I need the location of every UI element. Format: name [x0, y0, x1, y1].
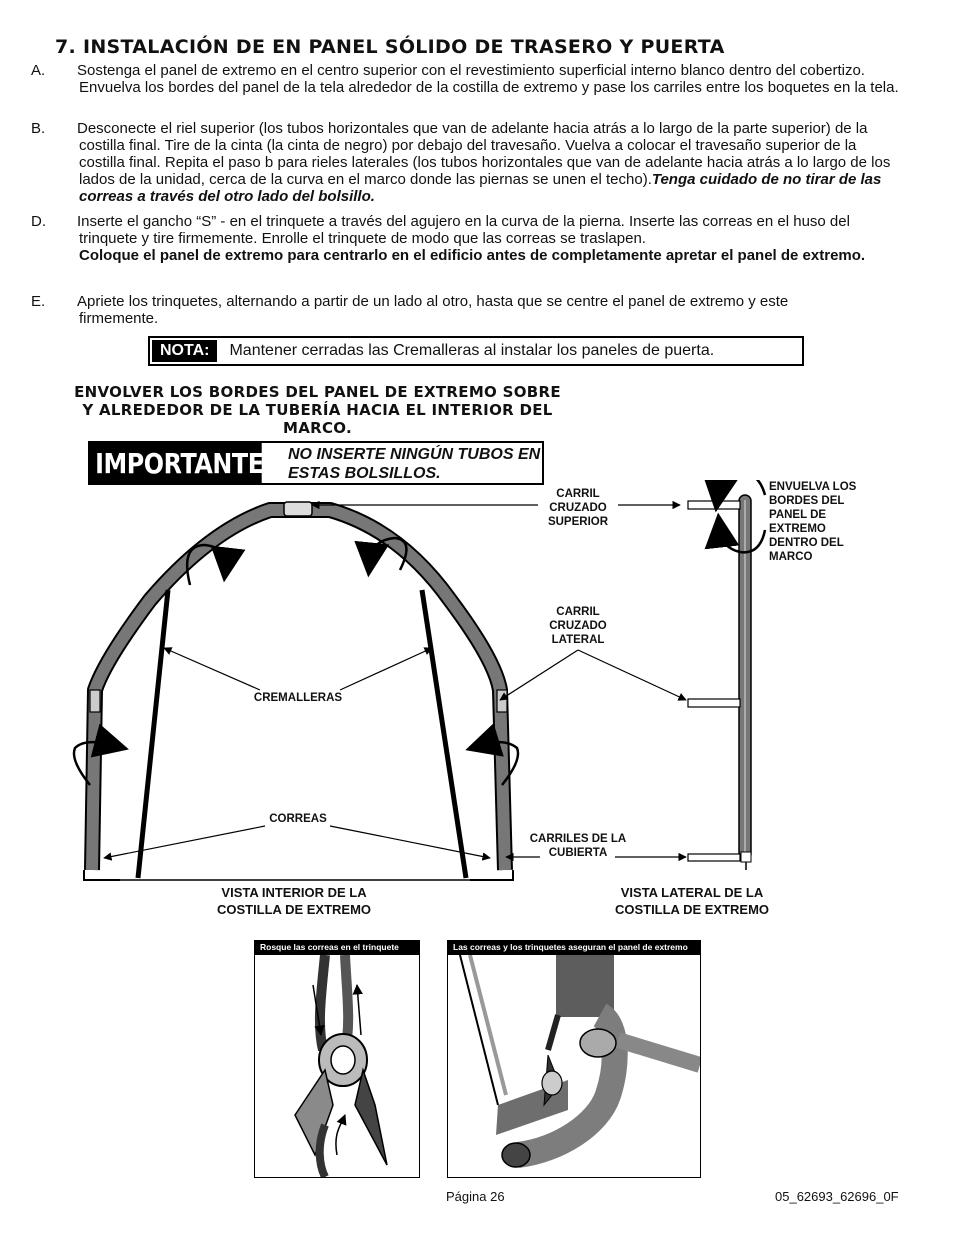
installed-illustration [448, 955, 700, 1177]
label-cremalleras: CREMALLERAS [253, 692, 343, 704]
photo-left-caption: Rosque las correas en el trinquete [254, 940, 420, 954]
left-zipper-line [138, 590, 168, 878]
caption-interior-view: VISTA INTERIOR DE LA COSTILLA DE EXTREMO [216, 885, 372, 917]
step-b-label: B. [31, 120, 46, 137]
nota-box [148, 336, 804, 366]
step-b-text: Desconecte el riel superior (los tubos horizontales que van de adelante hacia atrás a lo largo de la parte superior) de la costilla final. Tire de la cinta (la cinta de negro) por debajo del travesaño. Vuelva a colocar el travesaño superior de la costilla final. Repita el paso b para rieles laterales (los tubos horizontales que van de adelante hacia atrás a lo largo de los lados de la unidad, cerca de la curva en el marco donde las piernas se unen el techo). [77, 120, 891, 188]
step-b-emphasis: Tenga cuidado de no tirar de las correas a través del otro lado del bolsillo. [79, 171, 882, 205]
right-zipper-line [422, 590, 466, 878]
wrap-arrow-side-top [718, 480, 765, 495]
step-e-label: E. [31, 293, 46, 310]
ratchet-illustration [255, 955, 419, 1177]
photo-ratchet-threading [254, 940, 420, 1178]
label-envuelva: ENVUELVA LOS BORDES DEL PANEL DE EXTREMO DENTRO DEL MARCO [769, 481, 857, 563]
section-title: 7. INSTALACIÓN DE EN PANEL SÓLIDO DE TRASERO Y PUERTA [55, 36, 725, 58]
label-correas: CORREAS [269, 813, 327, 825]
step-d-emphasis: Coloque el panel de extremo para centrarlo en el edificio antes de completamente apretar el panel de extremo. [79, 247, 866, 264]
photo-right-caption: Las correas y los trinquetes aseguran el panel de extremo [447, 940, 701, 954]
step-a-label: A. [31, 62, 46, 79]
nota-text: Mantener cerradas las Cremalleras al instalar los paneles de puerta. [229, 342, 715, 359]
nota-label: NOTA: [152, 340, 217, 362]
importante-box [88, 441, 544, 485]
photo-ratchet-installed [447, 940, 701, 1178]
step-e-text: Apriete los trinquetes, alternando a partir de un lado al otro, hasta que se centre el panel de extremo y este firmemente. [77, 293, 789, 327]
caption-lateral-view: VISTA LATERAL DE LA COSTILLA DE EXTREMO [614, 885, 770, 917]
footer-doc-id: 05_62693_62696_0F [775, 1189, 899, 1204]
step-d-text: Inserte el gancho “S” - en el trinquete a través del agujero en la curva de la pierna. Inserte las correas en el huso del trinquete y tire firmemente. Enrolle el trinquete de modo que las correas se traslapen. [77, 213, 850, 247]
importante-text: NO INSERTE NINGÚN TUBOS EN ESTAS BOLSILLOS. [288, 446, 541, 482]
label-carriles-cubierta: CARRILES DE LA CUBIERTA [529, 833, 627, 859]
step-a [31, 62, 900, 96]
label-carril-superior: CARRIL CRUZADO SUPERIOR [547, 488, 609, 528]
step-a-text: Sostenga el panel de extremo en el centro superior con el revestimiento superficial interno blanco dentro del cobertizo. Envuelva los bordes del panel de la tela alrededor de la costilla de extremo y pase los carriles entre los boquetes en la tela. [77, 62, 899, 96]
step-b [31, 120, 900, 205]
diagram-heading: ENVOLVER LOS BORDES DEL PANEL DE EXTREMO SOBRE Y ALREDEDOR DE LA TUBERÍA HACIA EL INTERIOR DEL MARCO. [74, 383, 561, 437]
step-d-label: D. [31, 213, 46, 230]
footer-page-number: Página 26 [446, 1189, 505, 1204]
importante-label: IMPORTANTE! [90, 443, 262, 483]
step-e [31, 293, 870, 327]
label-carril-lateral: CARRIL CRUZADO LATERAL [549, 606, 607, 646]
step-d [31, 213, 900, 264]
